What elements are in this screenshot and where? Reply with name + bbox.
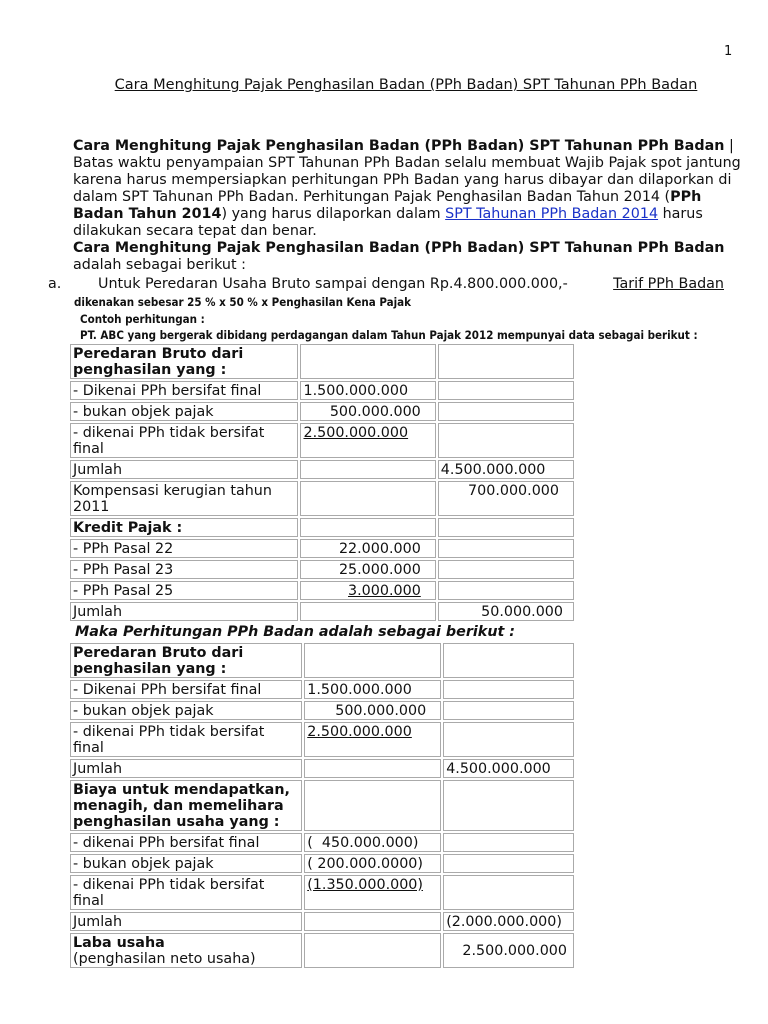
table-cell-label: - bukan objek pajak [70,402,298,421]
note-dikenakan: dikenakan sebesar 25 % x 50 % x Penghasilan Kena Pajak [74,295,411,309]
table-cell [438,423,574,458]
table-cell: 3.000.000 [300,581,435,600]
table-row [70,680,574,699]
table-cell-label: Jumlah [70,912,302,931]
table-cell: 500.000.000 [304,701,441,720]
table-cell: ( 450.000.000) [304,833,441,852]
table-cell-label: - PPh Pasal 23 [70,560,298,579]
note-pt: PT. ABC yang bergerak dibidang perdagangan dalam Tahun Pajak 2012 mempunyai data sebagai berikut : [80,328,698,342]
table-cell [438,560,574,579]
table-row [70,581,574,600]
table-row [70,780,574,831]
table-row [70,875,574,910]
intro-text-4: adalah sebagai berikut : [73,257,246,273]
intro-paragraph [73,138,741,274]
table-cell-label: - bukan objek pajak [70,854,302,873]
table-cell-label: Peredaran Bruto dari penghasilan yang : [70,643,302,678]
table-row [70,701,574,720]
table-cell-label [70,933,302,968]
table-cell-label: - dikenai PPh tidak bersifat final [70,722,302,757]
calculation-table [68,641,576,970]
intro-text-2: ) yang harus dilaporkan dalam [221,206,446,222]
table-row [70,912,574,931]
table-cell [438,539,574,558]
table-cell [443,875,574,910]
spt-link[interactable]: SPT Tahunan PPh Badan 2014 [445,206,659,222]
table-row [70,602,574,621]
table-row [70,423,574,458]
table-row [70,481,574,516]
table-cell: (1.350.000.000) [304,875,441,910]
table-cell [438,381,574,400]
laba-usaha-label: Laba usaha [73,935,165,951]
table-cell: 1.500.000.000 [300,381,435,400]
table-row [70,854,574,873]
table-row [70,560,574,579]
table-cell: 500.000.000 [300,402,435,421]
table-row [70,722,574,757]
table-cell-label: Kredit Pajak : [70,518,298,537]
laba-usaha-sublabel: (penghasilan neto usaha) [73,951,256,967]
note-contoh: Contoh perhitungan : [80,312,205,326]
table-row [70,518,574,537]
table-cell-label: - dikenai PPh bersifat final [70,833,302,852]
table-cell-label: Kompensasi kerugian tahun 2011 [70,481,298,516]
table-cell: 4.500.000.000 [443,759,574,778]
table-cell-label: - PPh Pasal 22 [70,539,298,558]
table-cell [438,344,574,379]
table-cell [300,602,435,621]
table-cell-label: Jumlah [70,602,298,621]
table-row [70,460,574,479]
list-marker: a. [48,276,62,292]
intro-separator: | [724,138,734,154]
table-cell: (2.000.000.000) [443,912,574,931]
table-cell [443,722,574,757]
table-cell [443,833,574,852]
table-cell [443,643,574,678]
table-cell-label: - bukan objek pajak [70,701,302,720]
table-cell-label: - dikenai PPh tidak bersifat final [70,423,298,458]
table-cell [300,344,435,379]
table-row [70,539,574,558]
table-cell [300,518,435,537]
table-cell-label: Jumlah [70,759,302,778]
table-cell [304,759,441,778]
table-cell [300,481,435,516]
section-heading: Maka Perhitungan PPh Badan adalah sebagai berikut : [75,624,516,640]
table-cell [443,701,574,720]
table-row [70,759,574,778]
table-cell [438,518,574,537]
table-cell: 50.000.000 [438,602,574,621]
table-cell: 2.500.000.000 [300,423,435,458]
table-cell [304,780,441,831]
data-table [68,342,576,623]
table-row [70,402,574,421]
intro-text-3: harus dilakukan secara tepat dan benar. [73,206,703,239]
table-cell-label: Peredaran Bruto dari penghasilan yang : [70,344,298,379]
tarif-link[interactable]: Tarif PPh Badan [613,276,724,292]
table-cell: 4.500.000.000 [438,460,574,479]
intro-text-1: Batas waktu penyampaian SPT Tahunan PPh Badan selalu membuat Wajib Pajak spot jantung karena harus mempersiapkan perhitungan PPh Badan yang harus dibayar dan dilaporkan di dalam SPT Tahunan PPh Badan. Perhitungan Pajak Penghasilan Badan Tahun 2014 ( [73,155,741,205]
table-cell [304,933,441,968]
table-row [70,381,574,400]
intro-bold-year: PPh Badan Tahun 2014 [73,189,702,222]
table-cell [438,581,574,600]
table-cell [300,460,435,479]
table-cell [304,643,441,678]
table-cell [443,780,574,831]
document-title: Cara Menghitung Pajak Penghasilan Badan (PPh Badan) SPT Tahunan PPh Badan [114,77,698,93]
page-number: 1 [724,44,733,59]
table-row [70,344,574,379]
table-cell: 2.500.000.000 [304,722,441,757]
table-cell: ( 200.000.0000) [304,854,441,873]
table-cell [443,680,574,699]
table-cell [443,854,574,873]
table-row [70,933,574,968]
table-cell: 22.000.000 [300,539,435,558]
table-row [70,643,574,678]
intro-bold-title-2: Cara Menghitung Pajak Penghasilan Badan (PPh Badan) SPT Tahunan PPh Badan [73,240,725,256]
table-cell-label: - dikenai PPh tidak bersifat final [70,875,302,910]
table-cell-label: - Dikenai PPh bersifat final [70,381,298,400]
table-cell-label: Jumlah [70,460,298,479]
list-item-text: Untuk Peredaran Usaha Bruto sampai dengan Rp.4.800.000.000,- [98,276,568,292]
table-cell: 700.000.000 [438,481,574,516]
table-cell [438,402,574,421]
table-cell-label: Biaya untuk mendapatkan, menagih, dan memelihara penghasilan usaha yang : [70,780,302,831]
table-cell [304,912,441,931]
table-cell: 25.000.000 [300,560,435,579]
table-cell: 2.500.000.000 [443,933,574,968]
table-cell: 1.500.000.000 [304,680,441,699]
table-cell-label: - Dikenai PPh bersifat final [70,680,302,699]
table-cell-label: - PPh Pasal 25 [70,581,298,600]
intro-bold-title: Cara Menghitung Pajak Penghasilan Badan (PPh Badan) SPT Tahunan PPh Badan [73,138,725,154]
table-row [70,833,574,852]
